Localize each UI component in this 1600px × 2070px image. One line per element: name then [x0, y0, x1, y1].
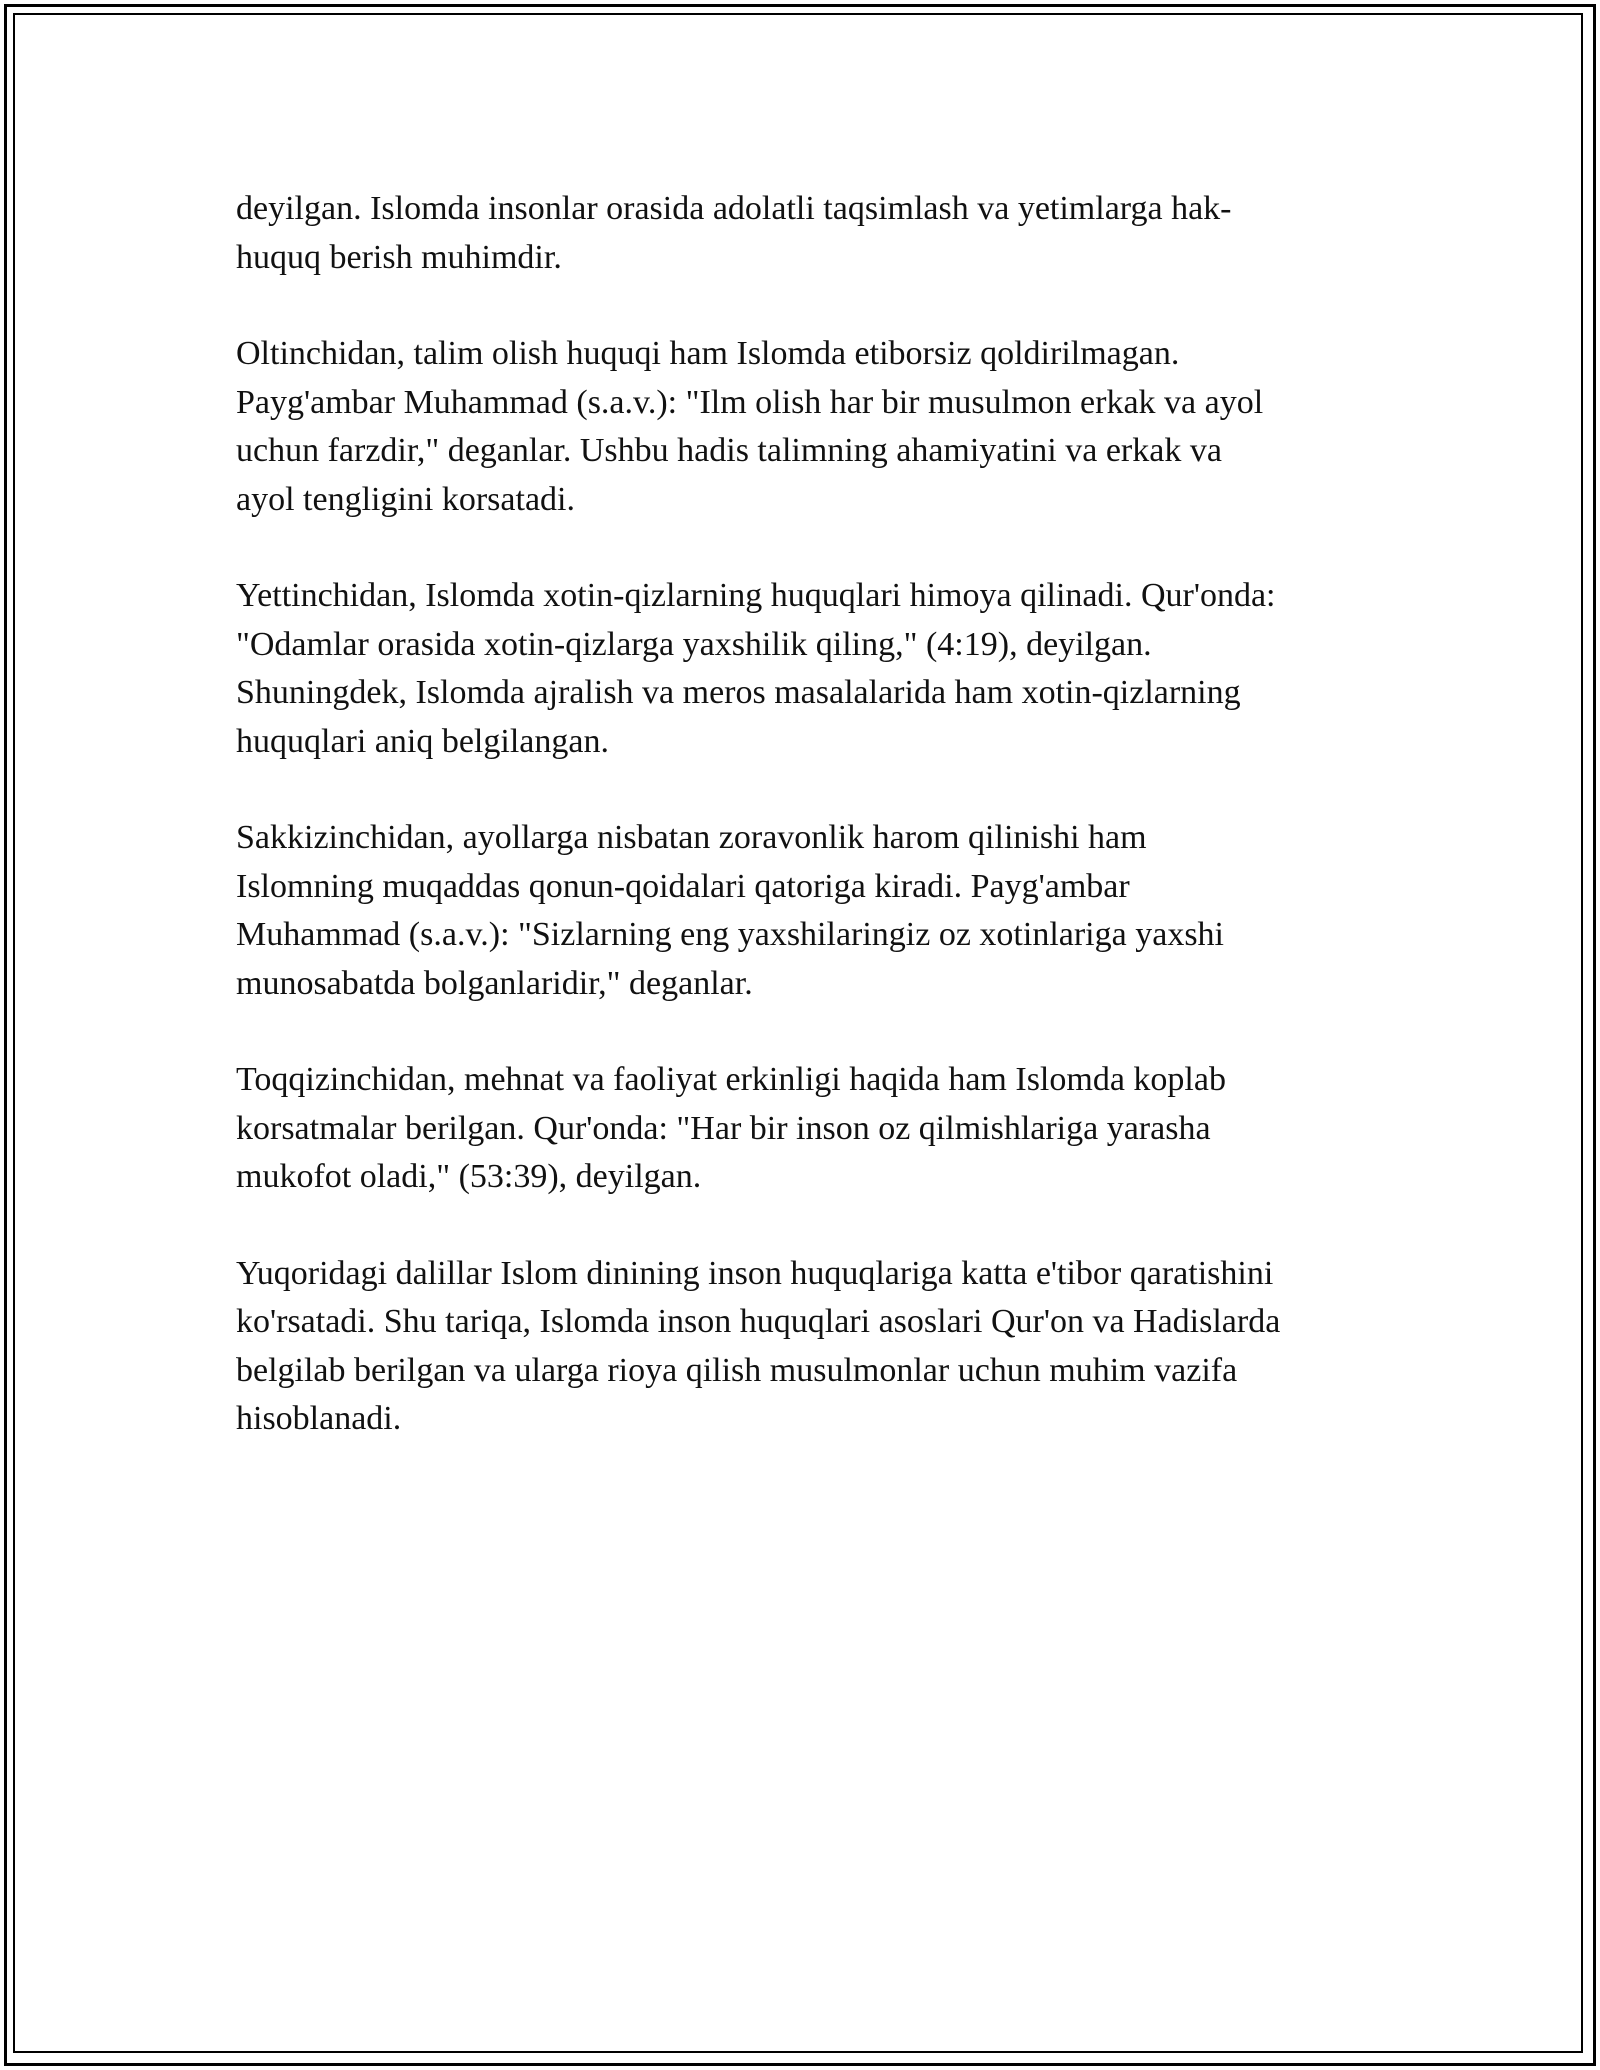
text-line: belgilab berilgan va ularga rioya qilish musulmonlar uchun muhim vazifa [236, 1351, 1238, 1389]
paragraph-2 [236, 330, 1386, 524]
text-line: uchun farzdir," deganlar. Ushbu hadis talimning ahamiyatini va erkak va [236, 432, 1222, 469]
text-line: Yettinchidan, Islomda xotin-qizlarning huquqlari himoya qilinadi. Qur'onda: [236, 577, 1276, 614]
text-line: deyilgan. Islomda insonlar orasida adolatli taqsimlash va yetimlarga hak- [236, 190, 1232, 227]
document-body [236, 185, 1386, 1492]
paragraph-3 [236, 572, 1386, 766]
text-line: korsatmalar berilgan. Qur'onda: "Har bir inson oz qilmishlariga yarasha [236, 1109, 1211, 1147]
text-line: munosabatda bolganlaridir," deganlar. [236, 964, 753, 1002]
text-line: Shuningdek, Islomda ajralish va meros masalalarida ham xotin-qizlarning [236, 674, 1241, 711]
text-line: ko'rsatadi. Shu tariqa, Islomda inson huquqlari asoslari Qur'on va Hadislarda [236, 1303, 1281, 1340]
paragraph-1 [236, 185, 1386, 282]
paragraph-6 [236, 1250, 1386, 1444]
text-line: Toqqizinchidan, mehnat va faoliyat erkinligi haqida ham Islomda koplab [236, 1061, 1226, 1098]
paragraph-5 [236, 1056, 1386, 1202]
text-line: mukofot oladi," (53:39), deyilgan. [236, 1158, 702, 1195]
text-line: Payg'ambar Muhammad (s.a.v.): "Ilm olish har bir musulmon erkak va ayol [236, 383, 1264, 421]
text-line: Islomning muqaddas qonun-qoidalari qatoriga kiradi. Payg'ambar [236, 867, 1130, 905]
text-line: Oltinchidan, talim olish huquqi ham Islomda etiborsiz qoldirilmagan. [236, 335, 1180, 372]
text-line: Yuqoridagi dalillar Islom dinining inson huquqlariga katta e'tibor qaratishini [236, 1254, 1274, 1292]
text-line: Sakkizinchidan, ayollarga nisbatan zoravonlik harom qilinishi ham [236, 819, 1147, 856]
text-line: ayol tengligini korsatadi. [236, 480, 575, 518]
text-line: huquqlari aniq belgilangan. [236, 722, 609, 760]
text-line: Muhammad (s.a.v.): "Sizlarning eng yaxshilaringiz oz xotinlariga yaxshi [236, 916, 1224, 953]
paragraph-4 [236, 814, 1386, 1008]
text-line: huquq berish muhimdir. [236, 238, 562, 276]
text-line: "Odamlar orasida xotin-qizlarga yaxshilik qiling," (4:19), deyilgan. [236, 625, 1152, 663]
text-line: hisoblanadi. [236, 1400, 402, 1437]
